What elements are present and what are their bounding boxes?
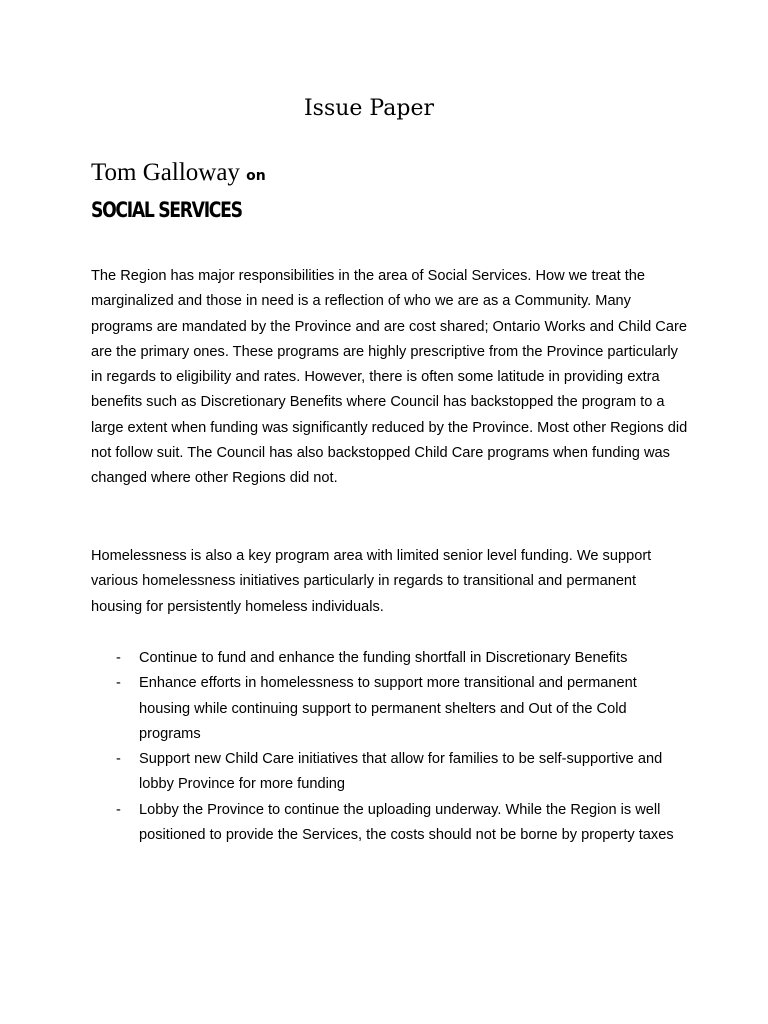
paragraph-responsibilities: The Region has major responsibilities in the area of Social Services. How we treat the marginalized and those in need is a reflection of who we are as a Community. Many programs are mandated by the Province and are cost shared; Ontario Works and Child Care are the primary ones. These programs are highly prescriptive from the Province particularly in regards to eligibility and rates. However, there is often some latitude in providing extra benefits such as Discretionary Benefits where Council has backstopped the program to a large extent when funding was significantly reduced by the Province. Most other Regions did not follow suit. The Council has also backstopped Child Care programs when funding was changed where other Regions did not. <box>91 268 688 487</box>
author-name: Tom Galloway <box>91 159 240 186</box>
topic-heading: SOCIAL SERVICES <box>91 198 242 222</box>
author-line <box>91 157 266 192</box>
bullet-dash: - <box>116 801 121 818</box>
bullet-dash: - <box>116 675 121 692</box>
list-item-text: Enhance efforts in homelessness to support more transitional and permanent housing while continuing support to permanent shelters and Out of the Cold programs <box>139 675 637 742</box>
list-item-text: Continue to fund and enhance the funding shortfall in Discretionary Benefits <box>139 650 628 666</box>
list-item <box>91 798 691 849</box>
list-item <box>91 646 691 671</box>
recommendations-list <box>91 646 691 848</box>
bullet-dash: - <box>116 751 121 768</box>
author-connector: on <box>246 168 266 184</box>
list-item-text: Support new Child Care initiatives that allow for families to be self-supportive and lobby Province for more funding <box>139 751 663 793</box>
document-title: Issue Paper <box>303 96 434 121</box>
bullet-dash: - <box>116 650 121 666</box>
list-item <box>91 747 691 798</box>
list-item-text: Lobby the Province to continue the uploading underway. While the Region is well positioned to provide the Services, the costs should not be borne by property taxes <box>139 801 674 844</box>
paragraph-homelessness: Homelessness is also a key program area with limited senior level funding. We support various homelessness initiatives particularly in regards to transitional and permanent housing for persistently homeless individuals. <box>91 548 652 615</box>
list-item <box>91 671 691 747</box>
